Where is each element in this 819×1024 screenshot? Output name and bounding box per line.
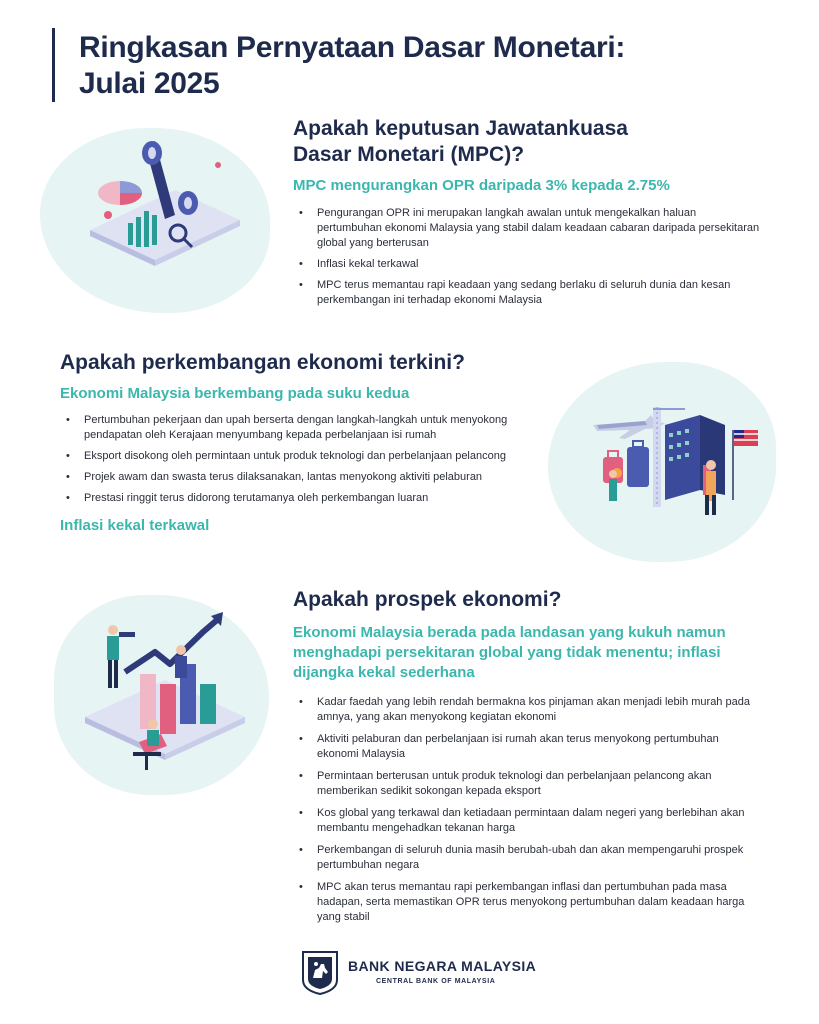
page-title	[79, 30, 625, 102]
list-item: • Prestasi ringgit terus didorong terutamanya oleh perkembangan luaran	[60, 491, 530, 506]
section-economic-outlook	[293, 587, 763, 931]
list-item: • Kadar faedah yang lebih rendah bermakna kos pinjaman akan menjadi lebih murah pada amnya, yang akan menyokong kegiatan ekonomi	[293, 695, 763, 725]
percent-chart-illustration	[80, 135, 250, 275]
travel-illustration	[575, 395, 765, 530]
section2-question: Apakah perkembangan ekonomi terkini?	[60, 351, 465, 374]
section1-question-line1: Apakah keputusan Jawatankuasa	[293, 117, 628, 140]
section3-answer: Ekonomi Malaysia berada pada landasan yang kukuh namun menghadapi persekitaran global yang tidak menentu; inflasi dijangka kekal sederhana	[293, 624, 726, 681]
list-item: • Aktiviti pelaburan dan perbelanjaan isi rumah akan terus menyokong pertumbuhan ekonomi Malaysia	[293, 732, 763, 762]
list-item: • Pertumbuhan pekerjaan dan upah berserta dengan langkah-langkah untuk menyokong pendapatan oleh Kerajaan menyumbang kepada perbelanjaan isi rumah	[60, 413, 530, 443]
list-item: • Kos global yang terkawal dan ketiadaan permintaan dalam negeri yang berlebihan akan membantu mengehadkan tekanan harga	[293, 806, 763, 836]
section2-bullet-list	[60, 413, 530, 506]
list-item: • Perkembangan di seluruh dunia masih berubah-ubah dan akan mempengaruhi prospek pertumbuhan negara	[293, 843, 763, 873]
bank-subtitle: CENTRAL BANK OF MALAYSIA	[376, 978, 496, 985]
list-item: • Inflasi kekal terkawal	[293, 257, 763, 272]
section-mpc-decision	[293, 116, 763, 314]
list-item: • Pengurangan OPR ini merupakan langkah awalan untuk mengekalkan haluan pertumbuhan ekonomi Malaysia yang stabil dalam keadaan cabaran daripada persekitaran global yang berterusan	[293, 206, 763, 251]
bnm-logo-icon	[301, 950, 339, 996]
list-item: • Eksport disokong oleh permintaan untuk produk teknologi dan perbelanjaan pelancong	[60, 449, 530, 464]
growth-chart-illustration	[75, 612, 255, 777]
page-title-line1: Ringkasan Pernyataan Dasar Monetari:	[79, 31, 626, 64]
section-current-developments	[60, 350, 530, 544]
section2-answer: Ekonomi Malaysia berkembang pada suku kedua	[60, 385, 410, 402]
section1-question-line2: Dasar Monetari (MPC)?	[293, 143, 525, 166]
list-item: • Permintaan berterusan untuk produk teknologi dan perbelanjaan pelancong akan memberikan sedikit sokongan kepada eksport	[293, 769, 763, 799]
page-title-line2: Julai 2025	[79, 67, 220, 100]
list-item: • Projek awam dan swasta terus dilaksanakan, lantas menyokong aktiviti pelaburan	[60, 470, 530, 485]
section1-question	[293, 116, 763, 168]
section3-question: Apakah prospek ekonomi?	[293, 588, 562, 611]
title-accent-bar	[52, 28, 55, 102]
list-item: • MPC terus memantau rapi keadaan yang sedang berlaku di seluruh dunia dan kesan perkembangan ini terhadap ekonomi Malaysia	[293, 278, 763, 308]
list-item: • MPC akan terus memantau rapi perkembangan inflasi dan pertumbuhan pada masa hadapan, serta memastikan OPR terus menyokong pertumbuhan dalam keadaan harga yang stabil	[293, 880, 763, 925]
section3-bullet-list	[293, 695, 763, 925]
bank-name: BANK NEGARA MALAYSIA	[348, 958, 537, 974]
section1-answer: MPC mengurangkan OPR daripada 3% kepada 2.75%	[293, 177, 670, 194]
section2-sub-answer: Inflasi kekal terkawal	[60, 517, 210, 534]
section1-bullet-list	[293, 206, 763, 308]
